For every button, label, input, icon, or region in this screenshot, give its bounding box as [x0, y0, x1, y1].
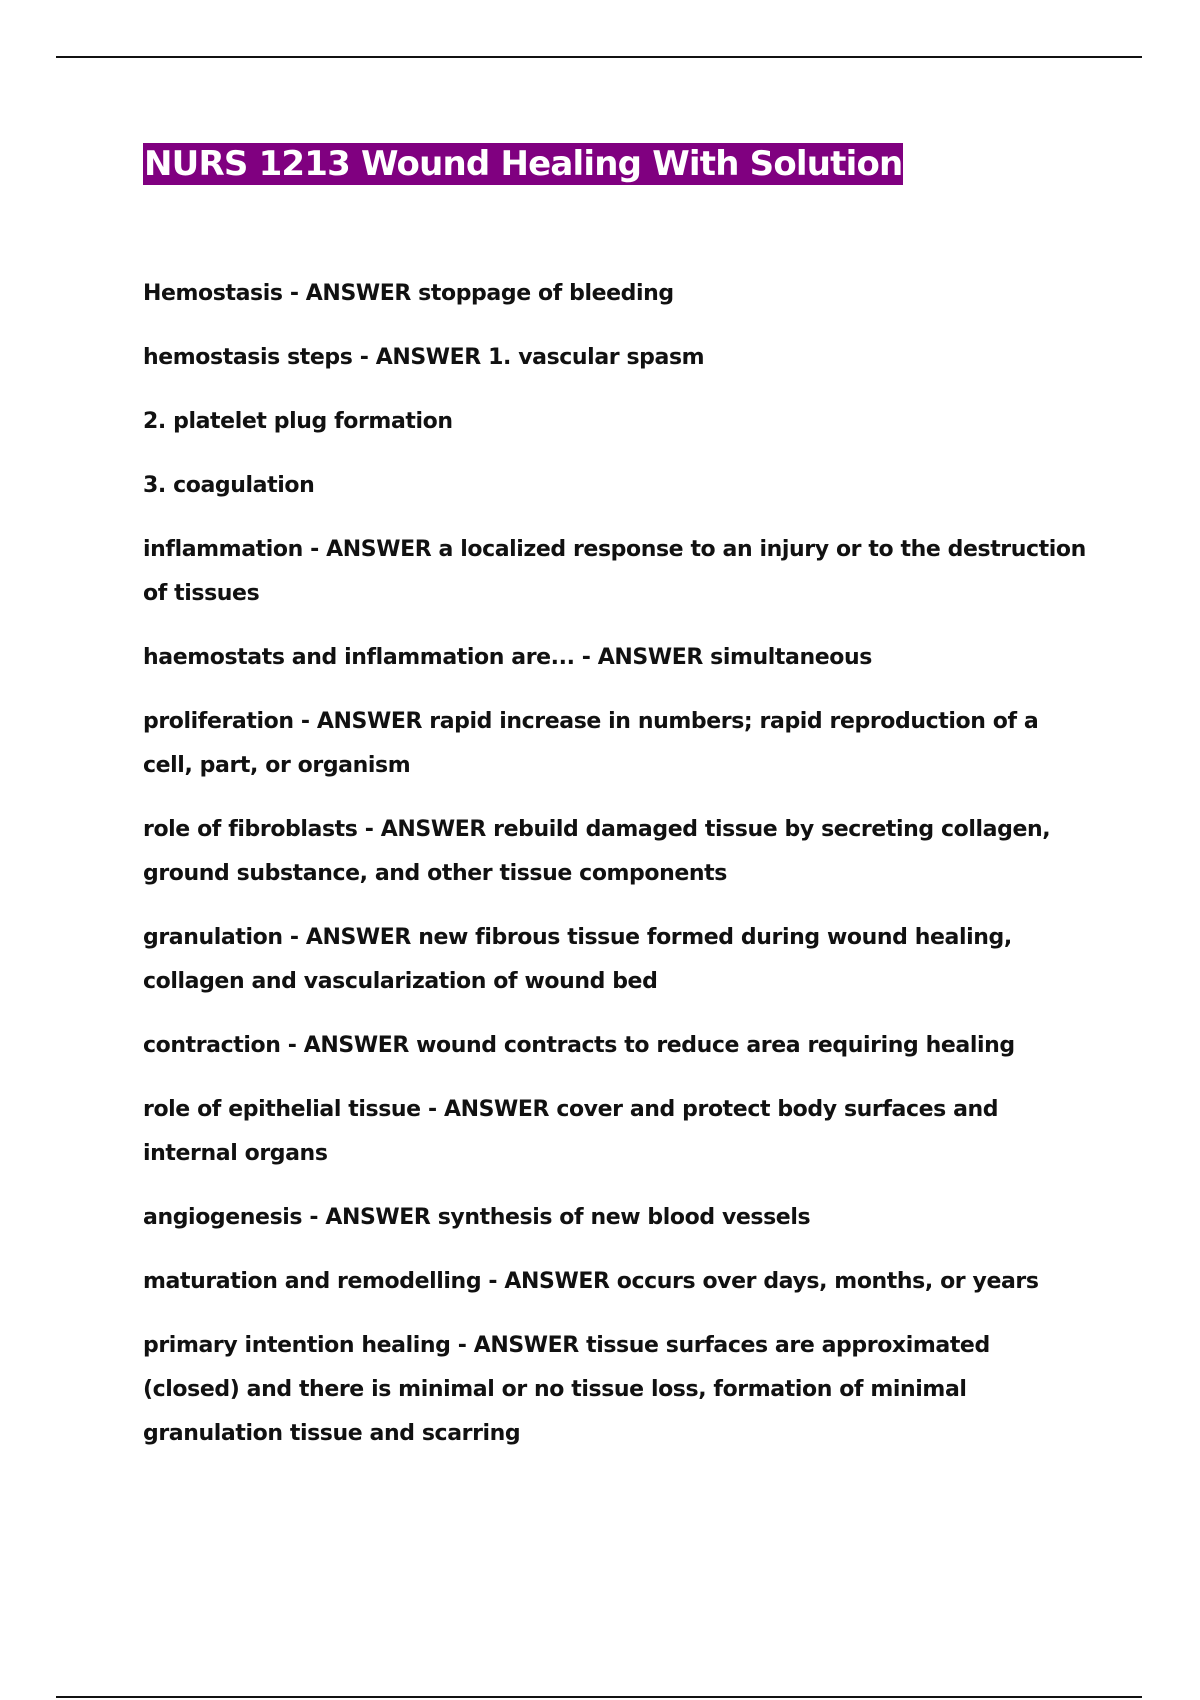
qa-item-granulation: granulation - ANSWER new fibrous tissue formed during wound healing, collagen and vascularization of wound bed: [143, 925, 1012, 994]
qa-item-step-3: 3. coagulation: [143, 473, 315, 498]
footer-rule: [56, 1696, 1142, 1698]
qa-item-epithelial-tissue: role of epithelial tissue - ANSWER cover and protect body surfaces and internal organs: [143, 1097, 999, 1166]
header-rule: [56, 56, 1142, 58]
qa-item-haemostats: haemostats and inflammation are... - ANSWER simultaneous: [143, 645, 872, 670]
qa-item-contraction: contraction - ANSWER wound contracts to reduce area requiring healing: [143, 1033, 1015, 1058]
document-title: NURS 1213 Wound Healing With Solution: [144, 144, 903, 184]
qa-item-hemostasis-steps: hemostasis steps - ANSWER 1. vascular spasm: [143, 345, 705, 370]
qa-item-hemostasis: Hemostasis - ANSWER stoppage of bleeding: [143, 281, 674, 306]
qa-item-step-2: 2. platelet plug formation: [143, 409, 453, 434]
qa-list: [143, 272, 1088, 1476]
qa-item-angiogenesis: angiogenesis - ANSWER synthesis of new blood vessels: [143, 1205, 811, 1230]
qa-item-proliferation: proliferation - ANSWER rapid increase in numbers; rapid reproduction of a cell, part, or organism: [143, 709, 1039, 778]
qa-item-inflammation: inflammation - ANSWER a localized response to an injury or to the destruction of tissues: [143, 537, 1086, 606]
qa-item-primary-intention: primary intention healing - ANSWER tissue surfaces are approximated (closed) and there is minimal or no tissue loss, formation of minimal granulation tissue and scarring: [143, 1333, 990, 1446]
title-block: [143, 143, 903, 185]
qa-item-fibroblasts: role of fibroblasts - ANSWER rebuild damaged tissue by secreting collagen, ground substance, and other tissue components: [143, 817, 1051, 886]
qa-item-maturation: maturation and remodelling - ANSWER occurs over days, months, or years: [143, 1269, 1039, 1294]
